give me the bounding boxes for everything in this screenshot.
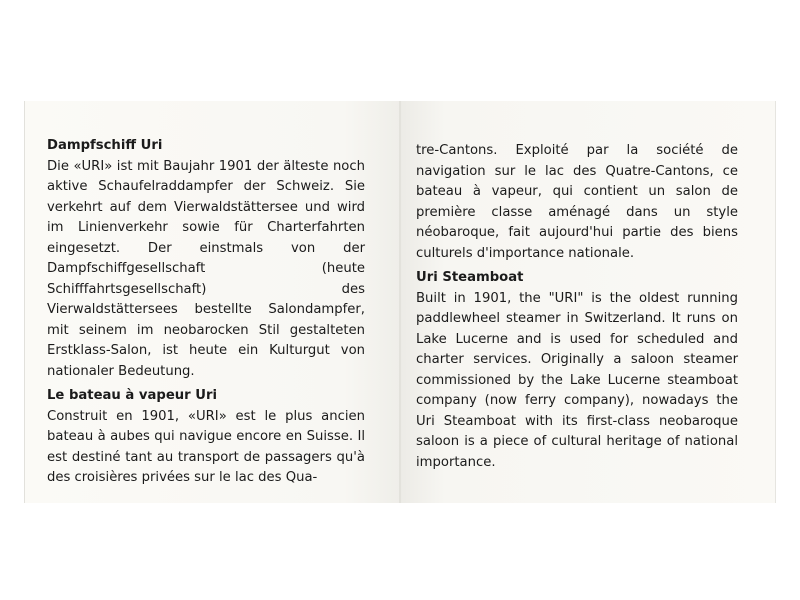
french-paragraph-end: tre-Cantons. Exploité par la société de navigation sur le lac des Quatre-Cantons, ce bateau à vapeur, qui contient un salon de première classe aménagé dans un style néobaroque, fait aujourd'hui partie des biens culturels d'importance nationale.	[416, 143, 738, 261]
english-paragraph: Built in 1901, the "URI" is the oldest running paddlewheel steamer in Switzerland. It runs on Lake Lucerne and is used for scheduled and charter services. Originally a saloon steamer commissioned by the Lake Lucerne steamboat company (now ferry company), nowadays the Uri Steamboat with its first-class neobaroque saloon is a piece of cultural heritage of national importance.	[416, 290, 738, 470]
german-heading: Dampfschiff Uri	[47, 138, 163, 153]
german-paragraph: Die «URI» ist mit Baujahr 1901 der älteste noch aktive Schaufelraddampfer der Schweiz. Sie verkehrt auf dem Vierwaldstättersee und wird im Linienverkehr sowie für Charterfahrten eingesetzt. Der einstmals von der Dampfschiffgesellschaft (heute Schifffahrtsgesellschaft) des Vierwaldstättersees bestellte Salondampfer, mit seinem im neobarocken Stil gestalteten Erstklass-Salon, ist heute ein Kulturgut von nationaler Bedeutung.	[47, 158, 365, 379]
right-column	[416, 141, 738, 473]
english-heading: Uri Steamboat	[416, 270, 524, 285]
french-paragraph-start: Construit en 1901, «URI» est le plus ancien bateau à aubes qui navigue encore en Suisse. Il est destiné tant au transport de passagers qu'à des croisières privées sur le lac des Qua-	[47, 408, 365, 485]
page-fold	[399, 101, 401, 503]
left-column	[47, 136, 365, 489]
french-heading: Le bateau à vapeur Uri	[47, 388, 217, 403]
